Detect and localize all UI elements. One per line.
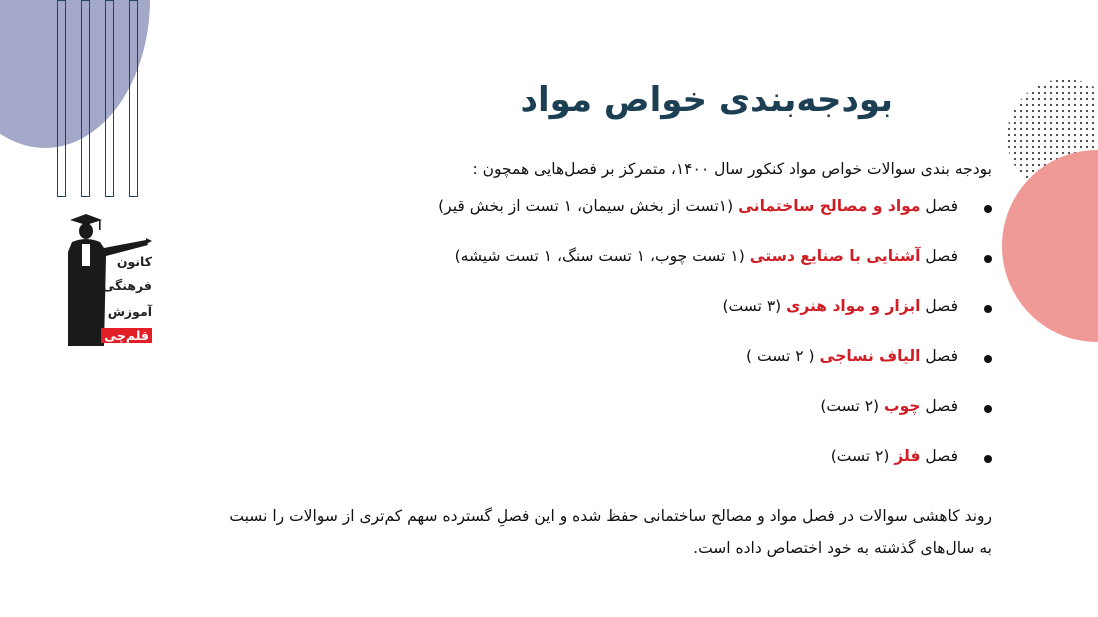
topic-name: چوب	[884, 397, 921, 415]
intro-text: بودجه بندی سوالات خواص مواد کنکور سال ۱۴۰۰، متمرکز بر فصل‌هایی همچون :	[472, 160, 992, 178]
topic-detail: (۳ تست)	[722, 297, 787, 315]
logo-line-3: آموزش	[107, 304, 152, 319]
topic-prefix: فصل	[920, 447, 958, 465]
topic-prefix: فصل	[920, 397, 958, 415]
topic-prefix: فصل	[920, 247, 958, 265]
bullet-icon	[984, 255, 992, 263]
list-item	[352, 297, 992, 347]
topic-name: فلز	[894, 447, 921, 465]
decorative-stripes	[57, 0, 139, 197]
conclusion-text: روند کاهشی سوالات در فصل مواد و مصالح ساختمانی حفظ شده و این فصلِ گسترده سهم کم‌تری از سوالات را نسبت به سال‌های گذشته به خود اختصاص داده است.	[229, 507, 992, 557]
bullet-icon	[984, 455, 992, 463]
list-item	[352, 447, 992, 497]
bullet-icon	[984, 205, 992, 213]
topic-name: مواد و مصالح ساختمانی	[738, 197, 921, 215]
list-item	[352, 397, 992, 447]
topic-detail: (۲ تست)	[820, 397, 884, 415]
bullet-icon	[984, 355, 992, 363]
logo-line-2: فرهنگی	[102, 278, 152, 293]
topic-prefix: فصل	[920, 197, 958, 215]
topic-detail: (۲ تست)	[830, 447, 895, 465]
list-item	[352, 347, 992, 397]
bullet-icon	[984, 405, 992, 413]
topic-prefix: فصل	[920, 297, 958, 315]
bullet-icon	[984, 305, 992, 313]
logo-line-1: کانون	[116, 254, 152, 269]
topic-detail: ( ۲ تست )	[746, 347, 820, 365]
slide-title: بودجه‌بندی خواص مواد	[520, 80, 893, 120]
topic-list	[352, 197, 992, 497]
topic-name: آشنایی با صنایع دستی	[749, 247, 921, 265]
list-item	[352, 247, 992, 297]
logo	[66, 212, 158, 350]
logo-line-4: قلم‌چی	[92, 328, 152, 343]
topic-prefix: فصل	[920, 347, 958, 365]
topic-name: الیاف نساجی	[819, 347, 921, 365]
topic-detail: (۱تست از بخش سیمان، ۱ تست از بخش قیر)	[438, 197, 739, 215]
topic-name: ابزار و مواد هنری	[786, 297, 921, 315]
topic-detail: (۱ تست چوب، ۱ تست سنگ، ۱ تست شیشه)	[454, 247, 750, 265]
list-item	[352, 197, 992, 247]
